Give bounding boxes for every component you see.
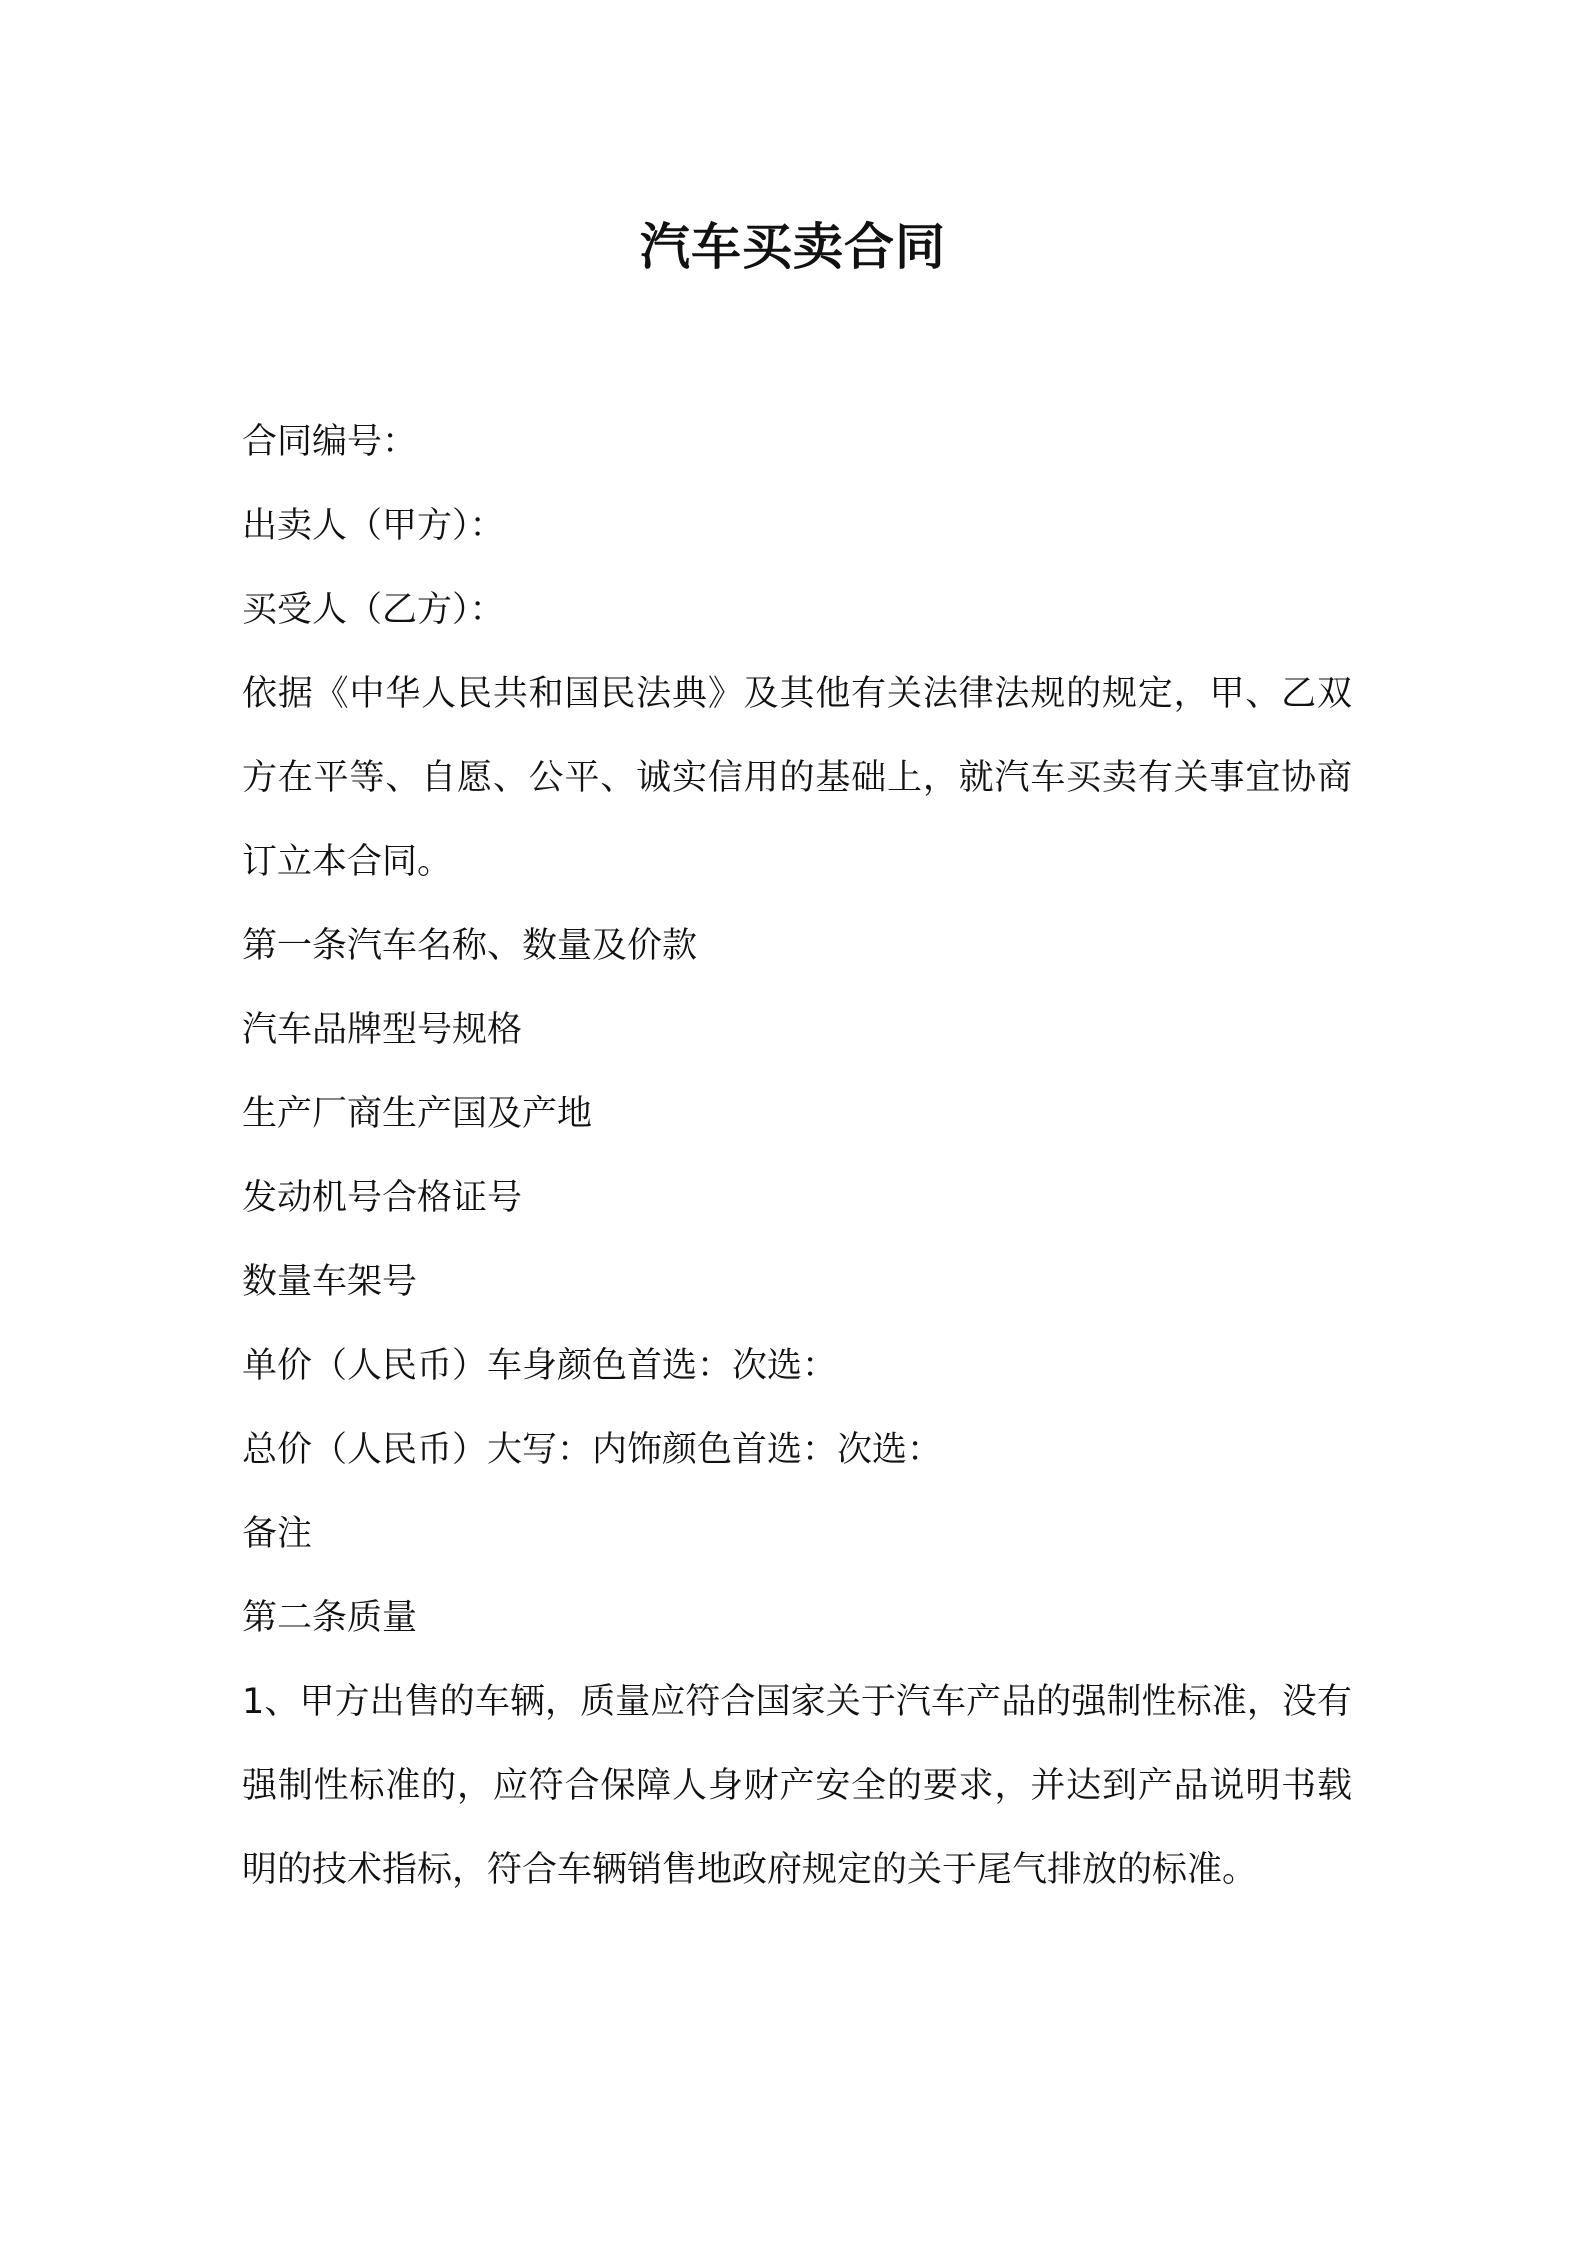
contract-number-line: 合同编号： (242, 422, 418, 462)
manufacturer-line: 生产厂商生产国及产地 (242, 1094, 593, 1134)
article-1-heading: 第一条汽车名称、数量及价款 (242, 926, 698, 966)
engine-cert-line: 发动机号合格证号 (242, 1178, 523, 1218)
preamble-paragraph: 依据《中华人民共和国民法典》及其他有关法律法规的规定，甲、乙双方在平等、自愿、公平、诚实信用的基础上，就汽车买卖有关事宜协商订立本合同。 (242, 674, 1352, 882)
remarks-line: 备注 (242, 1514, 313, 1554)
buyer-line: 买受人（乙方）： (242, 590, 505, 630)
total-price-line: 总价（人民币）大写：内饰颜色首选：次选： (242, 1430, 943, 1470)
article-2-heading: 第二条质量 (242, 1598, 418, 1638)
seller-line: 出卖人（甲方）： (242, 506, 505, 546)
quality-clause-1: 1、甲方出售的车辆，质量应符合国家关于汽车产品的强制性标准，没有强制性标准的，应符合保障人身财产安全的要求，并达到产品说明书载明的技术指标，符合车辆销售地政府规定的关于尾气排放的标准。 (242, 1682, 1352, 1890)
document-title: 汽车买卖合同 (640, 218, 946, 276)
unit-price-line: 单价（人民币）车身颜色首选：次选： (242, 1346, 838, 1386)
brand-model-line: 汽车品牌型号规格 (242, 1010, 523, 1050)
quantity-frame-line: 数量车架号 (242, 1262, 418, 1302)
document-body (242, 400, 1352, 1912)
